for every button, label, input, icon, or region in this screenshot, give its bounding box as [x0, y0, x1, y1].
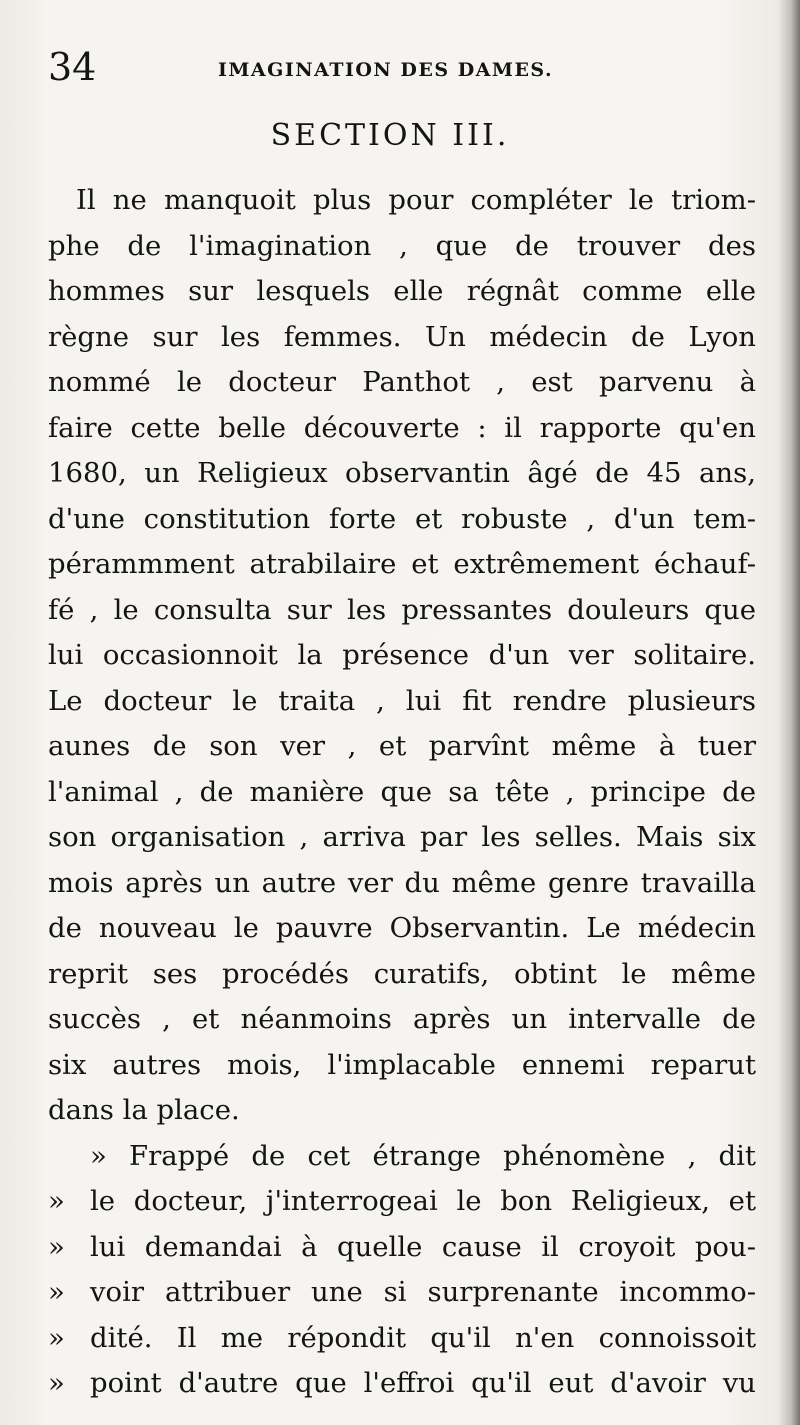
- text-line: succès , et néanmoins après un intervalle de: [48, 1003, 756, 1035]
- text-line: hommes sur lesquels elle régnât comme elle: [48, 275, 756, 307]
- quote-line: [48, 1225, 756, 1271]
- quote-line-text: le docteur, j'interrogeai le bon Religieux, et: [90, 1185, 756, 1217]
- section-title: SECTION III.: [270, 118, 510, 153]
- page-number: 34: [48, 45, 97, 89]
- quote-mark: »: [48, 1321, 65, 1354]
- text-line: fé , le consulta sur les pressantes douleurs que: [48, 593, 756, 626]
- quote-mark: »: [48, 1185, 65, 1217]
- quote-mark: »: [48, 1367, 65, 1399]
- text-line: phe de l'imagination , que de trouver des: [48, 229, 756, 262]
- text-line: aunes de son ver , et parvînt même à tuer: [48, 730, 756, 762]
- text-line: Le docteur le traita , lui fit rendre plusieurs: [48, 684, 756, 717]
- text-line: 1680, un Religieux observantin âgé de 45 ans,: [48, 457, 756, 489]
- text-line: mois après un autre ver du même genre travailla: [48, 866, 756, 899]
- text-line: dans la place.: [48, 1094, 240, 1126]
- text-line: pérammment atrabilaire et extrêmement échauf-: [48, 548, 756, 580]
- text-line: règne sur les femmes. Un médecin de Lyon: [48, 320, 756, 353]
- quote-mark: »: [48, 1230, 65, 1263]
- text-line: six autres mois, l'implacable ennemi reparut: [48, 1048, 756, 1081]
- text-line: d'une constitution forte et robuste , d'un tem-: [48, 502, 756, 535]
- quote-line: [48, 1316, 756, 1362]
- quote-line: » Frappé de cet étrange phénomène , dit: [90, 1139, 756, 1172]
- quote-line: [48, 1361, 756, 1407]
- quote-line-text: point d'autre que l'effroi qu'il eut d'avoir vu: [90, 1367, 756, 1399]
- running-title: IMAGINATION DES DAMES.: [218, 59, 554, 81]
- text-line: reprit ses procédés curatifs, obtint le même: [48, 957, 756, 990]
- text-line: lui occasionnoit la présence d'un ver solitaire.: [48, 639, 756, 671]
- text-line: nommé le docteur Panthot , est parvenu à: [48, 366, 756, 398]
- text-line: de nouveau le pauvre Observantin. Le médecin: [48, 912, 756, 944]
- quote-mark: »: [48, 1276, 65, 1308]
- quote-line: [48, 1270, 756, 1316]
- quote-line-text: dité. Il me répondit qu'il n'en connoissoit: [90, 1321, 756, 1354]
- body-text: [48, 178, 756, 1407]
- quote-line-text: voir attribuer une si surprenante incommo-: [90, 1276, 756, 1308]
- page-gutter-shadow: [778, 0, 800, 1425]
- page-header: [48, 42, 768, 92]
- text-line: l'animal , de manière que sa tête , principe de: [48, 775, 756, 808]
- text-line: son organisation , arriva par les selles. Mais six: [48, 821, 756, 853]
- text-line: faire cette belle découverte : il rapporte qu'en: [48, 411, 756, 444]
- text-line: Il ne manquoit plus pour compléter le triom-: [76, 184, 756, 216]
- quote-line: [48, 1179, 756, 1225]
- quote-line-text: lui demandai à quelle cause il croyoit pou-: [90, 1230, 756, 1263]
